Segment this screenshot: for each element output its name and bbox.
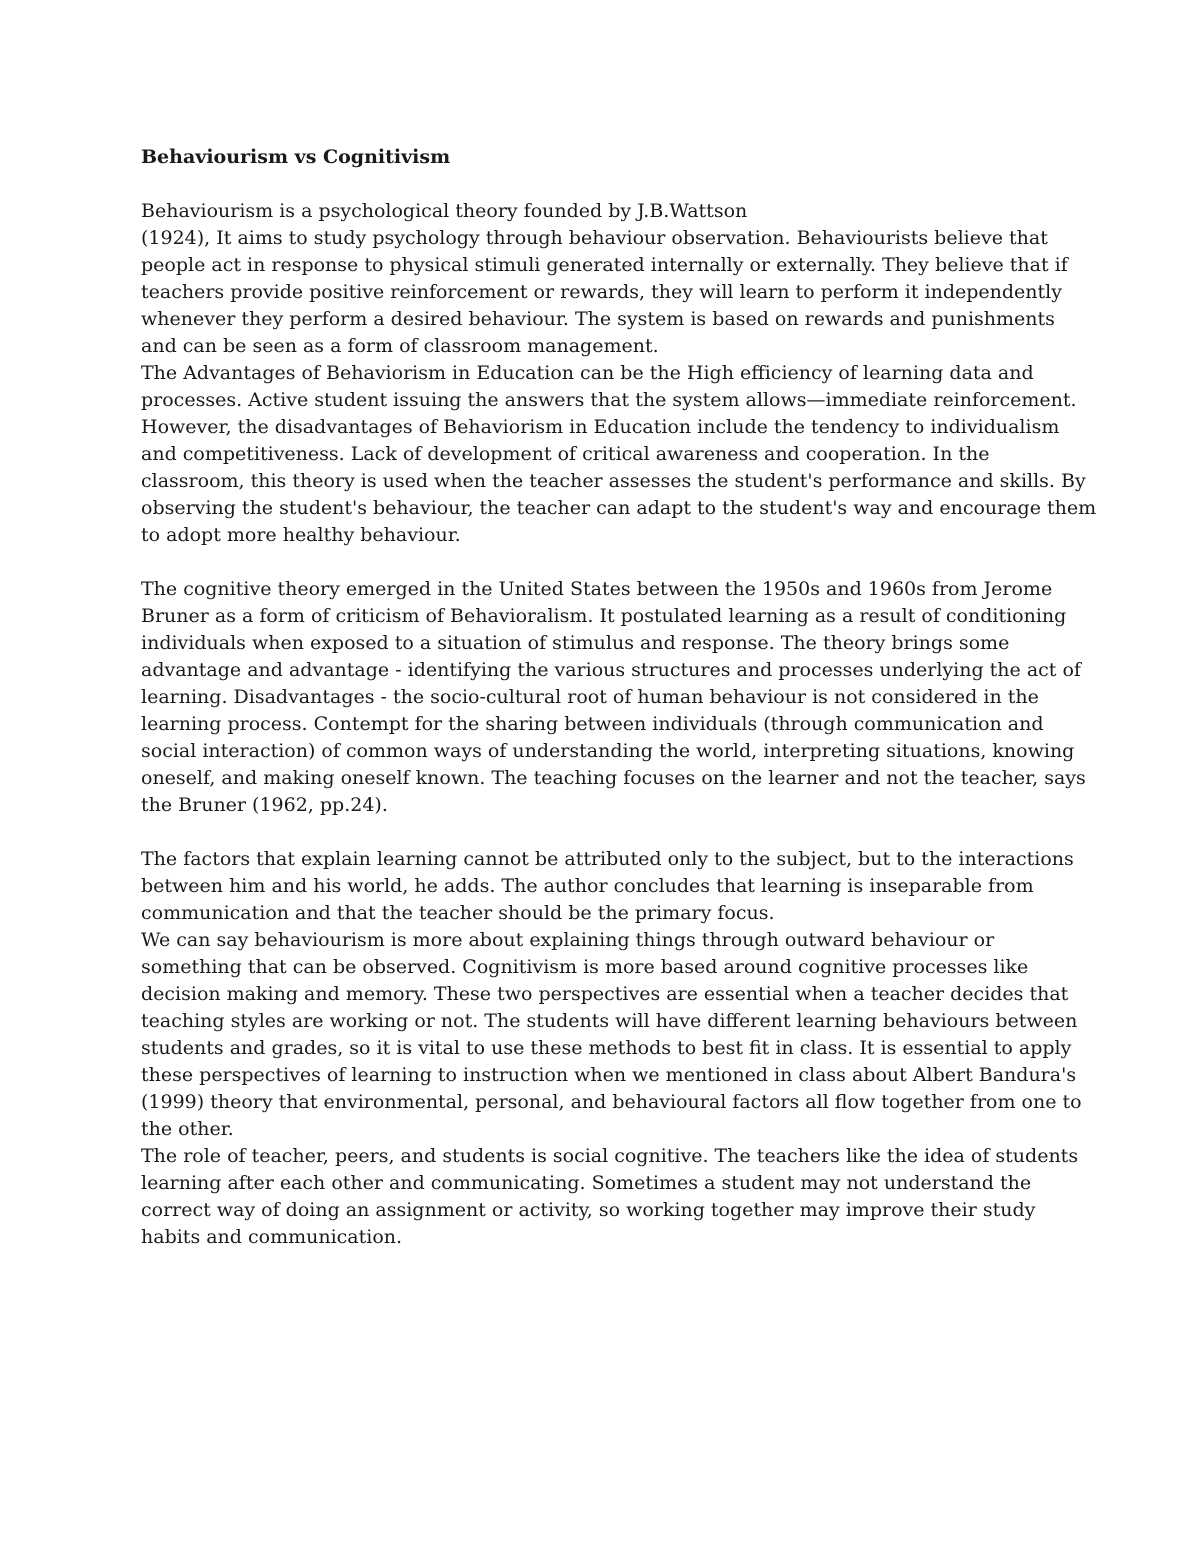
- text-line: learning. Disadvantages - the socio-cultural root of human behaviour is not considered in the: [141, 686, 1039, 708]
- text-line: observing the student's behaviour, the teacher can adapt to the student's way and encourage them: [141, 497, 1097, 519]
- document-title: Behaviourism vs Cognitivism: [141, 146, 451, 168]
- paragraph-block: [141, 198, 1097, 549]
- text-line: people act in response to physical stimuli generated internally or externally. They believe that if: [141, 254, 1068, 276]
- paragraph-block: [141, 576, 1086, 819]
- text-line: the other.: [141, 1118, 234, 1140]
- text-line: advantage and advantage - identifying the various structures and processes underlying the act of: [141, 659, 1081, 681]
- text-line: learning after each other and communicating. Sometimes a student may not understand the: [141, 1172, 1032, 1194]
- text-line: teachers provide positive reinforcement or rewards, they will learn to perform it independently: [141, 281, 1062, 303]
- text-line: to adopt more healthy behaviour.: [141, 524, 461, 546]
- text-line: decision making and memory. These two perspectives are essential when a teacher decides that: [141, 983, 1069, 1005]
- text-line: teaching styles are working or not. The students will have different learning behaviours between: [141, 1010, 1078, 1032]
- text-line: learning process. Contempt for the sharing between individuals (through communication and: [141, 713, 1044, 735]
- text-line: processes. Active student issuing the answers that the system allows—immediate reinforcement.: [141, 389, 1077, 411]
- text-line: The Advantages of Behaviorism in Education can be the High efficiency of learning data and: [141, 362, 1034, 384]
- paragraph-block: [141, 846, 1082, 1251]
- text-line: the Bruner (1962, pp.24).: [141, 794, 388, 816]
- document-paragraphs: [141, 198, 1097, 1251]
- text-line: The role of teacher, peers, and students is social cognitive. The teachers like the idea of students: [141, 1145, 1079, 1167]
- text-line: (1999) theory that environmental, personal, and behavioural factors all flow together from one to: [141, 1091, 1082, 1113]
- paragraph-spacer: [141, 549, 1066, 576]
- paragraph-spacer: [141, 819, 1066, 846]
- text-line: social interaction) of common ways of understanding the world, interpreting situations, knowing: [141, 740, 1075, 762]
- text-line: and can be seen as a form of classroom management.: [141, 335, 659, 357]
- text-line: correct way of doing an assignment or activity, so working together may improve their study: [141, 1199, 1036, 1221]
- text-line: between him and his world, he adds. The author concludes that learning is inseparable from: [141, 875, 1034, 897]
- document-body: [141, 144, 1097, 1251]
- text-line: classroom, this theory is used when the teacher assesses the student's performance and skills. By: [141, 470, 1086, 492]
- text-line: individuals when exposed to a situation of stimulus and response. The theory brings some: [141, 632, 1010, 654]
- text-line: something that can be observed. Cognitivism is more based around cognitive processes like: [141, 956, 1029, 978]
- text-line: (1924), It aims to study psychology through behaviour observation. Behaviourists believe that: [141, 227, 1048, 249]
- text-line: communication and that the teacher should be the primary focus.: [141, 902, 775, 924]
- text-line: Bruner as a form of criticism of Behavioralism. It postulated learning as a result of conditioning: [141, 605, 1067, 627]
- text-line: these perspectives of learning to instruction when we mentioned in class about Albert Bandura's: [141, 1064, 1077, 1086]
- text-line: However, the disadvantages of Behaviorism in Education include the tendency to individualism: [141, 416, 1060, 438]
- text-line: The cognitive theory emerged in the United States between the 1950s and 1960s from Jerome: [141, 578, 1053, 600]
- text-line: habits and communication.: [141, 1226, 403, 1248]
- text-line: students and grades, so it is vital to use these methods to best fit in class. It is essential to apply: [141, 1037, 1072, 1059]
- text-line: Behaviourism is a psychological theory founded by J.B.Wattson: [141, 200, 748, 222]
- text-line: and competitiveness. Lack of development of critical awareness and cooperation. In the: [141, 443, 990, 465]
- text-line: whenever they perform a desired behaviour. The system is based on rewards and punishments: [141, 308, 1055, 330]
- text-line: The factors that explain learning cannot be attributed only to the subject, but to the interactions: [141, 848, 1074, 870]
- text-line: We can say behaviourism is more about explaining things through outward behaviour or: [141, 929, 995, 951]
- text-line: oneself, and making oneself known. The teaching focuses on the learner and not the teacher, says: [141, 767, 1086, 789]
